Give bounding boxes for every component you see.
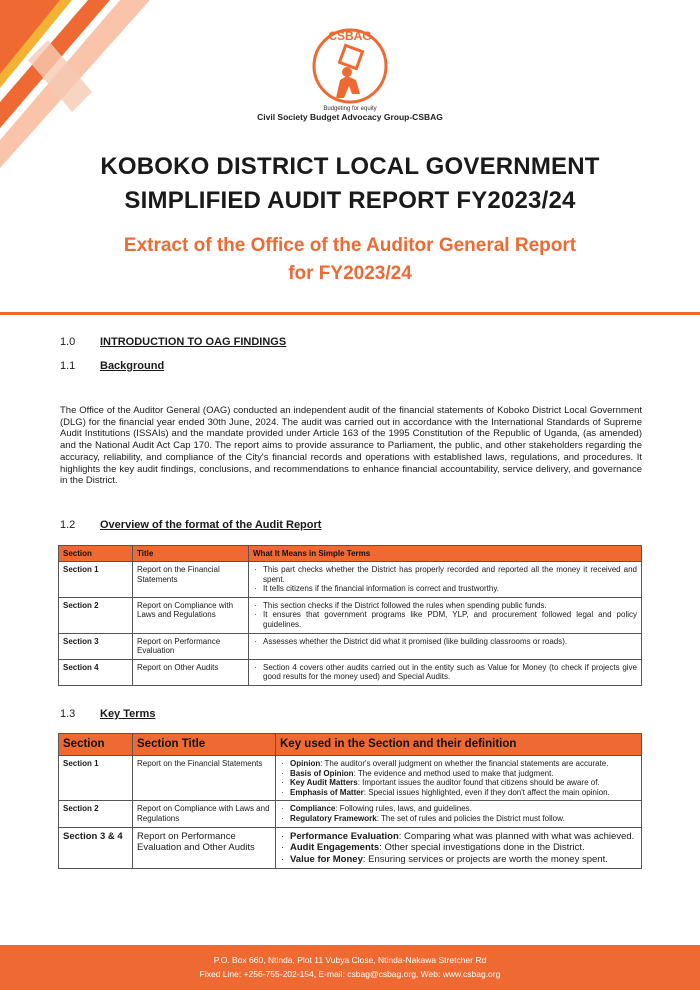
column-header: Section Title [133,734,276,756]
footer-address: P.O. Box 660, Ntinda, Plot 11 Vubya Close, Ntinda-Nakawa Stretcher Rd [213,955,487,965]
corner-decoration [0,0,160,170]
heading-number: 1.2 [60,519,76,531]
section-cell: Section 1 [59,562,133,598]
title-cell: Report on Compliance with Laws and Regulations [133,597,249,633]
heading-text: Background [100,360,165,372]
heading-number: 1.0 [60,336,76,348]
heading-text: Overview of the format of the Audit Report [100,519,322,531]
title-cell: Report on Performance Evaluation [133,633,249,659]
report-format-table [58,545,642,686]
section-cell: Section 2 [59,801,133,827]
list-item: · Section 4 covers other audits carried out in the entity such as Value for Money (to check if projects give good results for the money used) and Special Audits. [253,663,637,682]
logo-tagline: Budgeting for equity [323,106,377,112]
column-header: Key used in the Section and their definition [276,734,642,756]
definition-cell [276,801,642,827]
meaning-cell [249,597,642,633]
footer-contacts: Fixed Line: +256-755-202-154, E-mail: csbag@csbag.org, Web: www.csbag.org [199,969,501,979]
list-item: · Audit Engagements: Other special investigations done in the District. [280,842,637,854]
meaning-cell [249,633,642,659]
list-item: · Emphasis of Matter: Special issues highlighted, even if they don't affect the main opinion. [280,788,637,798]
title-cell: Report on Compliance with Laws and Regulations [133,801,276,827]
title-cell: Report on Other Audits [133,659,249,685]
heading-text: INTRODUCTION TO OAG FINDINGS [100,336,287,348]
table-row [59,633,642,659]
list-item: · This part checks whether the District has properly recorded and reported all the money it received and spent. [253,565,637,584]
definition-cell [276,827,642,869]
column-header: What It Means in Simple Terms [249,546,642,562]
heading-text: Key Terms [100,708,156,720]
title-divider [0,312,700,315]
list-item: · Performance Evaluation: Comparing what was planned with what was achieved. [280,831,637,843]
table-row [59,597,642,633]
meaning-cell [249,659,642,685]
definition-cell [276,756,642,801]
table-header-row [59,546,642,562]
list-item: · It tells citizens if the financial information is correct and trustworthy. [253,584,637,594]
report-subtitle [40,232,660,288]
list-item: · Regulatory Framework: The set of rules and policies the District must follow. [280,814,637,824]
list-item: · Key Audit Matters: Important issues the auditor found that citizens should be aware of. [280,778,637,788]
table-row [59,562,642,598]
list-item: · This section checks if the District followed the rules when spending public funds. [253,601,637,611]
section-cell: Section 4 [59,659,133,685]
heading-number: 1.1 [60,360,76,372]
table-header-row [59,734,642,756]
table-row [59,801,642,827]
title-cell: Report on the Financial Statements [133,756,276,801]
list-item: · Basis of Opinion: The evidence and method used to make that judgment. [280,769,637,779]
list-item: · Value for Money: Ensuring services or projects are worth the money spent. [280,854,637,866]
meaning-cell [249,562,642,598]
section-cell: Section 2 [59,597,133,633]
csbag-logo [300,14,400,114]
report-subtitle-line-2: for FY2023/24 [288,263,412,284]
logo-wordmark: CSBAG [328,29,372,43]
report-title-line-2: SIMPLIFIED AUDIT REPORT FY2023/24 [124,187,576,214]
title-cell: Report on Performance Evaluation and Other Audits [133,827,276,869]
column-header: Section [59,546,133,562]
list-item: · Assesses whether the District did what it promised (like building classrooms or roads). [253,637,637,647]
report-title [40,150,660,218]
title-cell: Report on the Financial Statements [133,562,249,598]
section-cell: Section 1 [59,756,133,801]
section-cell: Section 3 [59,633,133,659]
list-item: · Compliance: Following rules, laws, and guidelines. [280,804,637,814]
background-paragraph: The Office of the Auditor General (OAG) conducted an independent audit of the financial statements of Koboko District Local Government (DLG) for the financial year ended 30th June, 2024. The audit was carried out in accordance with the International Standards of Supreme Audit Institutions (ISSAIs) and the mandate provided under Article 163 of the 1995 Constitution of the Republic of Uganda, (as amended) and the National Audit Act Cap 170. The report aims to provide assurance to Parliament, the public, and other stakeholders regarding the accuracy, reliability, and compliance of the City's financial records and operations with established laws, regulations, and procedures. It highlights the key audit findings, conclusions, and recommendations to enhance financial accountability, service delivery, and governance in the District. [60,405,642,487]
organization-name: Civil Society Budget Advocacy Group-CSBAG [257,112,443,122]
table-row [59,827,642,869]
report-title-line-1: KOBOKO DISTRICT LOCAL GOVERNMENT [100,153,600,180]
key-terms-table [58,733,642,869]
table-row [59,756,642,801]
table-row [59,659,642,685]
heading-number: 1.3 [60,708,76,720]
list-item: · It ensures that government programs like PDM, YLP, and procurement followed legal and policy guidelines. [253,610,637,629]
column-header: Title [133,546,249,562]
page-footer [0,945,700,990]
column-header: Section [59,734,133,756]
section-cell: Section 3 & 4 [59,827,133,869]
report-subtitle-line-1: Extract of the Office of the Auditor General Report [123,235,577,256]
list-item: · Opinion: The auditor's overall judgment on whether the financial statements are accurate. [280,759,637,769]
